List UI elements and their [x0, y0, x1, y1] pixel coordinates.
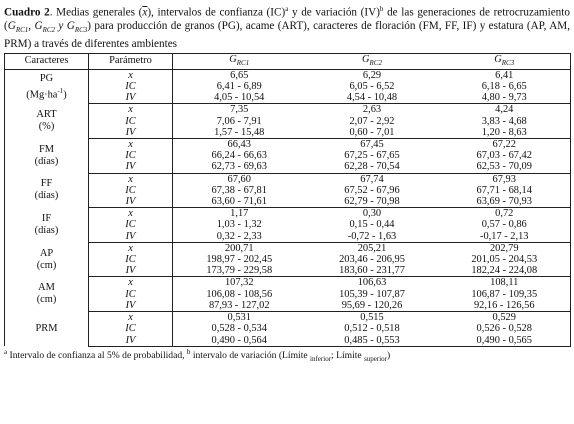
footnote-marker: a	[285, 5, 289, 13]
parameter-cell	[89, 242, 173, 254]
table-row	[5, 150, 571, 161]
value-cell-g3: 0,529	[439, 312, 571, 324]
table-row	[5, 231, 571, 243]
footnote-text: )	[387, 349, 391, 361]
value-cell-g3: 1,20 - 8,63	[439, 127, 571, 139]
character-name: PG	[39, 72, 54, 84]
header-caracteres: Caracteres	[5, 53, 89, 69]
value-cell-g1: 66,43	[227, 139, 251, 151]
caption-text: y	[55, 20, 67, 33]
parameter-cell	[89, 139, 173, 151]
table-row	[5, 277, 571, 289]
parameter-symbol: IC	[125, 184, 136, 196]
table-row	[5, 196, 571, 208]
value-cell-g2: 67,52 - 67,96	[344, 184, 400, 196]
value-cell-g3: 3,83 - 4,68	[439, 116, 571, 127]
character-name: PRM	[35, 322, 58, 334]
character-unit	[7, 225, 86, 237]
unit-text: (%)	[38, 121, 55, 133]
value-cell-g3: 0,72	[439, 208, 571, 220]
character-cell	[5, 208, 89, 243]
value-cell-g1: 0,32 - 2,33	[173, 231, 306, 243]
value-cell-g1: 106,08 - 108,56	[206, 288, 273, 300]
parameter-symbol: IV	[125, 299, 136, 311]
header-parametro: Parámetro	[89, 53, 173, 69]
parameter-symbol: IV	[125, 196, 136, 208]
caption-text: ), intervalos de confianza (IC)	[147, 6, 286, 19]
value-cell-g3: 108,11	[439, 277, 571, 289]
parameter-cell	[89, 69, 173, 81]
value-cell-g2: 106,63	[357, 277, 387, 289]
table-body	[5, 69, 571, 346]
value-cell-g2: 4,54 - 10,48	[306, 92, 439, 104]
value-cell-g3: 92,16 - 126,56	[439, 300, 571, 312]
parameter-symbol: $\overline{x}$	[128, 277, 133, 289]
unit-text: (Mg·ha	[26, 89, 58, 101]
table-row	[5, 81, 571, 92]
value-cell-g1: 0,531	[227, 312, 251, 324]
character-unit	[7, 190, 86, 202]
table-row	[5, 242, 571, 254]
unit-text: (días)	[34, 155, 59, 167]
value-cell-g1: 198,97 - 202,45	[206, 254, 273, 266]
value-cell-g3: 4,24	[439, 104, 571, 116]
parameter-symbol: IV	[125, 161, 136, 173]
parameter-cell	[89, 323, 173, 334]
table-row	[5, 161, 571, 173]
table-row	[5, 116, 571, 127]
caption-text: de las generaciones de retrocruzamiento (	[4, 6, 570, 33]
footnote-sub: inferior	[310, 354, 332, 363]
xbar-symbol: $\overline{x}$	[142, 6, 148, 19]
character-name: FF	[40, 178, 53, 190]
value-cell-g3: 0,526 - 0,528	[439, 323, 571, 334]
table-row	[5, 323, 571, 334]
value-cell-g1: 173,79 - 229,58	[173, 265, 306, 277]
parameter-cell	[89, 185, 173, 196]
value-cell-g3: 4,80 - 9,73	[439, 92, 571, 104]
character-name: AP	[39, 247, 54, 259]
value-cell-g3: 67,03 - 67,42	[439, 150, 571, 161]
value-cell-g3: 6,41	[439, 69, 571, 81]
value-cell-g2: 0,15 - 0,44	[349, 219, 395, 231]
parameter-cell	[89, 161, 173, 173]
document	[4, 3, 570, 363]
parameter-symbol: IC	[125, 288, 136, 300]
gen-subscript: RC1	[15, 26, 29, 35]
unit-text: (cm)	[36, 294, 57, 306]
character-unit	[7, 294, 86, 306]
table-header-row	[5, 53, 571, 69]
character-cell	[5, 242, 89, 277]
value-cell-g2: 67,45	[360, 139, 384, 151]
parameter-symbol: IV	[125, 265, 136, 277]
parameter-cell	[89, 150, 173, 161]
value-cell-g1: 66,24 - 66,63	[211, 150, 267, 162]
value-cell-g2: 0,515	[360, 312, 384, 324]
table-row	[5, 208, 571, 220]
character-unit	[7, 85, 86, 101]
parameter-cell	[89, 127, 173, 139]
parameter-symbol: $\overline{x}$	[128, 104, 133, 116]
value-cell-g1: 0,490 - 0,564	[173, 335, 306, 347]
value-cell-g3: 67,71 - 68,14	[439, 185, 571, 196]
value-cell-g3: 201,05 - 204,53	[439, 254, 571, 265]
value-cell-g2: 105,39 - 107,87	[339, 288, 405, 300]
value-cell-g1: 6,65	[230, 69, 249, 81]
value-cell-g3: 67,93	[439, 173, 571, 185]
parameter-symbol: IC	[125, 150, 136, 162]
value-cell-g2: 95,69 - 120,26	[306, 300, 439, 312]
parameter-symbol: $\overline{x}$	[128, 69, 133, 81]
value-cell-g2: 205,21	[357, 242, 387, 254]
footnote-text: intervalo de variación (Límite	[190, 349, 311, 361]
footnote-marker: b	[186, 347, 191, 356]
unit-text: )	[63, 89, 67, 101]
parameter-symbol: IV	[125, 334, 136, 346]
value-cell-g3: 0,57 - 0,86	[439, 219, 571, 230]
caption-label: Cuadro 2	[4, 6, 50, 19]
table-row	[5, 335, 571, 347]
character-cell	[5, 139, 89, 174]
character-unit	[7, 156, 86, 168]
value-cell-g2: 67,25 - 67,65	[344, 150, 400, 162]
value-cell-g2: 0,60 - 7,01	[306, 127, 439, 139]
parameter-cell	[89, 300, 173, 312]
value-cell-g1: 63,60 - 71,61	[173, 196, 306, 208]
character-name: AM	[38, 282, 55, 294]
parameter-cell	[89, 277, 173, 289]
value-cell-g1: 87,93 - 127,02	[173, 300, 306, 312]
value-cell-g2: 2,07 - 2,92	[349, 115, 395, 127]
value-cell-g2: 0,512 - 0,518	[344, 323, 400, 335]
parameter-symbol: $\overline{x}$	[128, 139, 133, 151]
table-caption	[4, 3, 570, 52]
caption-text: . Medias generales (	[49, 6, 143, 19]
value-cell-g2: 203,46 - 206,95	[339, 254, 405, 266]
header-grc2	[306, 53, 439, 69]
parameter-symbol: IC	[125, 115, 136, 127]
table-row	[5, 69, 571, 81]
value-cell-g2: 6,05 - 6,52	[349, 81, 395, 93]
character-name: FM	[38, 143, 55, 155]
value-cell-g3: 62,53 - 70,09	[439, 161, 571, 173]
caption-text: ) para producción de granos (PG), acame (ART), caracteres de floración (FM, FF, IF) y estatura (AP, AM, PRM) a través de diferentes ambientes	[4, 20, 571, 51]
value-cell-g3: 202,79	[439, 242, 571, 254]
value-cell-g1: 7,06 - 7,91	[216, 115, 262, 127]
parameter-cell	[89, 92, 173, 104]
unit-text: (días)	[34, 190, 59, 202]
value-cell-g2: -0,72 - 1,63	[306, 231, 439, 243]
unit-text: (días)	[34, 225, 59, 237]
parameter-cell	[89, 231, 173, 243]
value-cell-g2: 0,30	[362, 208, 382, 220]
footnote-sub: superior	[364, 354, 388, 363]
footnote-text: Intervalo de confianza al 5% de probabilidad,	[7, 349, 187, 361]
parameter-cell	[89, 254, 173, 265]
parameter-symbol: IC	[125, 254, 136, 266]
parameter-cell	[89, 208, 173, 220]
caption-text: y de variación (IV)	[288, 6, 380, 19]
character-unit	[7, 121, 86, 133]
value-cell-g1: 67,60	[227, 173, 251, 185]
unit-text: (cm)	[36, 259, 57, 271]
value-cell-g3: -0,17 - 2,13	[439, 231, 571, 243]
value-cell-g1: 67,38 - 67,81	[211, 184, 267, 196]
table-row	[5, 104, 571, 116]
table-row	[5, 185, 571, 196]
parameter-cell	[89, 81, 173, 92]
parameter-cell	[89, 219, 173, 230]
value-cell-g1: 62,73 - 69,63	[173, 161, 306, 173]
value-cell-g3: 6,18 - 6,65	[439, 81, 571, 92]
footnote-text: ; Límite	[331, 349, 365, 361]
value-cell-g2: 62,79 - 70,98	[306, 196, 439, 208]
header-g: G	[229, 53, 237, 65]
character-cell	[5, 312, 89, 347]
header-g: G	[362, 53, 370, 65]
gen-subscript: RC2	[42, 26, 56, 35]
parameter-symbol: $\overline{x}$	[128, 312, 133, 324]
table-row	[5, 173, 571, 185]
header-grc3	[439, 53, 571, 69]
gen-subscript: RC3	[74, 26, 88, 35]
parameter-symbol: IV	[125, 230, 136, 242]
table-row	[5, 312, 571, 324]
gen-symbol: G	[7, 20, 16, 33]
value-cell-g3: 63,69 - 70,93	[439, 196, 571, 208]
value-cell-g1: 200,71	[224, 242, 254, 254]
table-row	[5, 289, 571, 300]
parameter-cell	[89, 104, 173, 116]
caption-text: ,	[28, 20, 35, 33]
character-cell	[5, 104, 89, 139]
value-cell-g3: 0,490 - 0,565	[439, 335, 571, 347]
value-cell-g1: 1,17	[230, 208, 249, 220]
table-row	[5, 127, 571, 139]
parameter-symbol: $\overline{x}$	[128, 242, 133, 254]
table-row	[5, 219, 571, 230]
parameter-symbol: IV	[125, 92, 136, 104]
parameter-symbol: IC	[125, 81, 136, 93]
header-sub: RC3	[501, 58, 515, 67]
value-cell-g1: 6,41 - 6,89	[216, 81, 262, 93]
value-cell-g1: 7,35	[230, 104, 249, 116]
parameter-symbol: $\overline{x}$	[128, 208, 133, 220]
value-cell-g1: 0,528 - 0,534	[211, 323, 267, 335]
header-g: G	[494, 53, 502, 65]
table-row	[5, 265, 571, 277]
value-cell-g2: 62,28 - 70,54	[306, 161, 439, 173]
gen-symbol: G	[34, 20, 43, 33]
character-name: IF	[41, 213, 52, 225]
parameter-cell	[89, 335, 173, 347]
parameter-cell	[89, 312, 173, 324]
table-row	[5, 92, 571, 104]
table-row	[5, 139, 571, 151]
value-cell-g3: 182,24 - 224,08	[439, 265, 571, 277]
value-cell-g2: 67,74	[360, 173, 384, 185]
parameter-symbol: $\overline{x}$	[128, 173, 133, 185]
parameter-cell	[89, 116, 173, 127]
parameter-cell	[89, 265, 173, 277]
footnote-marker: b	[379, 5, 384, 13]
value-cell-g1: 1,57 - 15,48	[173, 127, 306, 139]
character-cell	[5, 69, 89, 104]
character-unit	[7, 260, 86, 272]
value-cell-g3: 67,22	[439, 139, 571, 151]
footnote-marker: a	[4, 347, 8, 356]
parameter-cell	[89, 173, 173, 185]
character-cell	[5, 277, 89, 312]
gen-symbol: G	[66, 20, 75, 33]
value-cell-g2: 0,485 - 0,553	[306, 335, 439, 347]
character-name: ART	[36, 109, 57, 121]
parameter-symbol: IC	[125, 219, 136, 231]
value-cell-g2: 6,29	[362, 69, 382, 81]
value-cell-g1: 4,05 - 10,54	[173, 92, 306, 104]
unit-sup: -1	[57, 86, 64, 95]
value-cell-g3: 106,87 - 109,35	[439, 289, 571, 300]
value-cell-g2: 183,60 - 231,77	[306, 265, 439, 277]
data-table	[4, 53, 571, 347]
header-sub: RC1	[236, 58, 250, 67]
header-sub: RC2	[369, 58, 382, 67]
parameter-cell	[89, 289, 173, 300]
table-footnote	[4, 348, 570, 363]
table-row	[5, 254, 571, 265]
parameter-cell	[89, 196, 173, 208]
parameter-symbol: IV	[125, 126, 136, 138]
header-grc1	[173, 53, 306, 69]
value-cell-g1: 1,03 - 1,32	[216, 219, 262, 231]
value-cell-g2: 2,63	[362, 104, 382, 116]
character-cell	[5, 173, 89, 208]
parameter-symbol: IC	[125, 323, 136, 335]
value-cell-g1: 107,32	[224, 277, 254, 289]
table-row	[5, 300, 571, 312]
